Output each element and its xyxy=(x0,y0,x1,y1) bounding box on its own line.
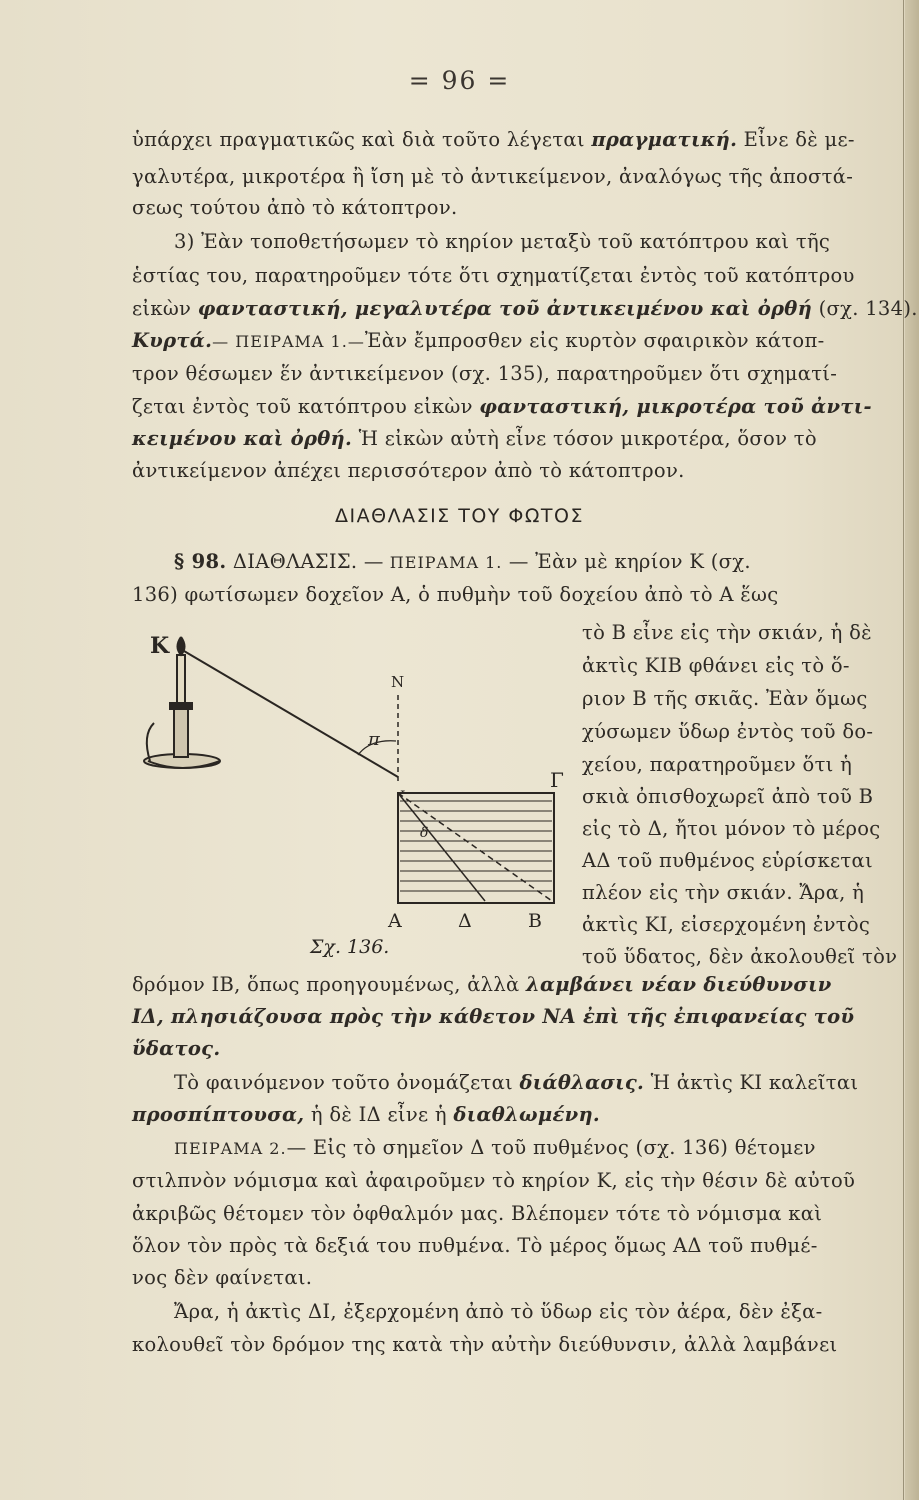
side-text-line: ἀκτὶς ΚΙ, εἰσερχομένη ἐντὸς xyxy=(582,913,871,936)
page-edge-line xyxy=(903,0,904,1500)
section-98-line: § 98. ΔΙΑΘΛΑΣΙΣ. — ΠΕΙΡΑΜΑ 1. — Ἐὰν μὲ κηρίον Κ (σχ. xyxy=(174,550,751,573)
text-line: κολουθεῖ τὸν δρόμον της κατὰ τὴν αὐτὴν διεύθυνσιν, ἀλλὰ λαμβάνει xyxy=(132,1333,838,1356)
text-line: σεως τούτου ἀπὸ τὸ κάτοπτρον. xyxy=(132,196,458,219)
side-text-line: ΑΔ τοῦ πυθμένος εὑρίσκεται xyxy=(582,849,873,872)
text-line: ὅλον τὸν πρὸς τὰ δεξιά του πυθμένα. Τὸ μέρος ὅμως ΑΔ τοῦ πυθμέ- xyxy=(132,1234,818,1257)
side-text-line: ριον Β τῆς σκιᾶς. Ἐὰν ὅμως xyxy=(582,687,868,710)
text-line: νος δὲν φαίνεται. xyxy=(132,1266,313,1289)
text-line: δρόμον ΙΒ, ὅπως προηγουμένως, ἀλλὰ λαμβάνει νέαν διεύθυνσιν xyxy=(132,973,832,996)
label-n: Ν xyxy=(391,673,405,691)
text-line: προσπίπτουσα, ἡ δὲ ΙΔ εἶνε ἡ διαθλωμένη. xyxy=(132,1103,601,1126)
text-line: ζεται ἐντὸς τοῦ κατόπτρου εἰκὼν φανταστική, μικροτέρα τοῦ ἀντι- xyxy=(132,395,872,418)
text-line: γαλυτέρα, μικροτέρα ἢ ἴση μὲ τὸ ἀντικείμενον, ἀναλόγως τῆς ἀποστά- xyxy=(132,165,854,188)
label-pi: π xyxy=(368,729,380,750)
figure-136 xyxy=(140,615,580,960)
text-line: Ἄρα, ἡ ἀκτὶς ΔΙ, ἐξερχομένη ἀπὸ τὸ ὕδωρ εἰς τὸν ἀέρα, δὲν ἐξα- xyxy=(174,1300,823,1323)
side-text-line: χείου, παρατηροῦμεν ὅτι ἡ xyxy=(582,753,853,776)
text-line: ΠΕΙΡΑΜΑ 2.— Εἰς τὸ σημεῖον Δ τοῦ πυθμένος (σχ. 136) θέτομεν xyxy=(174,1136,816,1159)
side-text-line: ἀκτὶς ΚΙΒ φθάνει εἰς τὸ ὅ- xyxy=(582,654,850,677)
page-number: = 96 = xyxy=(408,66,511,95)
text-line: ὕδατος. xyxy=(132,1037,221,1060)
page-edge xyxy=(905,0,919,1500)
text-line: ἀντικείμενον ἀπέχει περισσότερον ἀπὸ τὸ κάτοπτρον. xyxy=(132,459,685,482)
text-line: Τὸ φαινόμενον τοῦτο ὀνομάζεται διάθλασις. Ἡ ἀκτὶς ΚΙ καλεῖται xyxy=(174,1071,859,1094)
text-line: Κυρτά.— ΠΕΙΡΑΜΑ 1.—Ἐὰν ἔμπροσθεν εἰς κυρτὸν σφαιρικὸν κάτοπ- xyxy=(132,329,825,352)
text-line: κειμένου καὶ ὀρθή. Ἡ εἰκὼν αὐτὴ εἶνε τόσον μικροτέρα, ὅσον τὸ xyxy=(132,427,817,450)
text-line: 3) Ἐὰν τοποθετήσωμεν τὸ κηρίον μεταξὺ τοῦ κατόπτρου καὶ τῆς xyxy=(174,230,831,253)
text-line: ὑπάρχει πραγματικῶς καὶ διὰ τοῦτο λέγεται πραγματική. Εἶνε δὲ με- xyxy=(132,128,855,151)
side-text-line: σκιὰ ὀπισθοχωρεῖ ἀπὸ τοῦ Β xyxy=(582,785,874,808)
section-98-line: 136) φωτίσωμεν δοχεῖον Α, ὁ πυθμὴν τοῦ δοχείου ἀπὸ τὸ Α ἕως xyxy=(132,583,779,606)
water-vessel xyxy=(398,793,554,903)
text-line: ἑστίας του, παρατηροῦμεν τότε ὅτι σχηματίζεται ἐντὸς τοῦ κατόπτρου xyxy=(132,264,855,287)
text-line: εἰκὼν φανταστική, μεγαλυτέρα τοῦ ἀντικειμένου καὶ ὀρθή (σχ. 134). xyxy=(132,297,918,320)
text-line: στιλπνὸν νόμισμα καὶ ἀφαιροῦμεν τὸ κηρίον Κ, εἰς τὴν θέσιν δὲ αὐτοῦ xyxy=(132,1169,856,1192)
section-heading: ΔΙΑΘΛΑΣΙΣ ΤΟΥ ΦΩΤΟΣ xyxy=(335,505,584,527)
side-text-line: τὸ Β εἶνε εἰς τὴν σκιάν, ἡ δὲ xyxy=(582,621,872,644)
label-b: Β xyxy=(528,910,542,932)
side-text-line: τοῦ ὕδατος, δὲν ἀκολουθεῖ τὸν xyxy=(582,945,898,968)
label-g: Γ xyxy=(550,768,564,792)
label-a: Α xyxy=(388,910,402,932)
label-k: Κ xyxy=(150,633,170,659)
text-line: ἀκριβῶς θέτομεν τὸν ὀφθαλμόν μας. Βλέπομεν τότε τὸ νόμισμα καὶ xyxy=(132,1202,823,1225)
text-line: τρον θέσωμεν ἕν ἀντικείμενον (σχ. 135), παρατηροῦμεν ὅτι σχηματί- xyxy=(132,362,838,385)
label-delta: Δ xyxy=(458,910,472,932)
side-text-line: εἰς τὸ Δ, ἤτοι μόνον τὸ μέρος xyxy=(582,817,881,840)
side-text-line: χύσωμεν ὕδωρ ἐντὸς τοῦ δο- xyxy=(582,720,874,743)
label-d-small: δ xyxy=(420,825,429,841)
text-line: ΙΔ, πλησιάζουσα πρὸς τὴν κάθετον ΝΑ ἐπὶ τῆς ἐπιφανείας τοῦ xyxy=(132,1005,855,1028)
side-text-line: πλέον εἰς τὴν σκιάν. Ἄρα, ἡ xyxy=(582,881,865,904)
figure-caption: Σχ. 136. xyxy=(310,936,390,958)
